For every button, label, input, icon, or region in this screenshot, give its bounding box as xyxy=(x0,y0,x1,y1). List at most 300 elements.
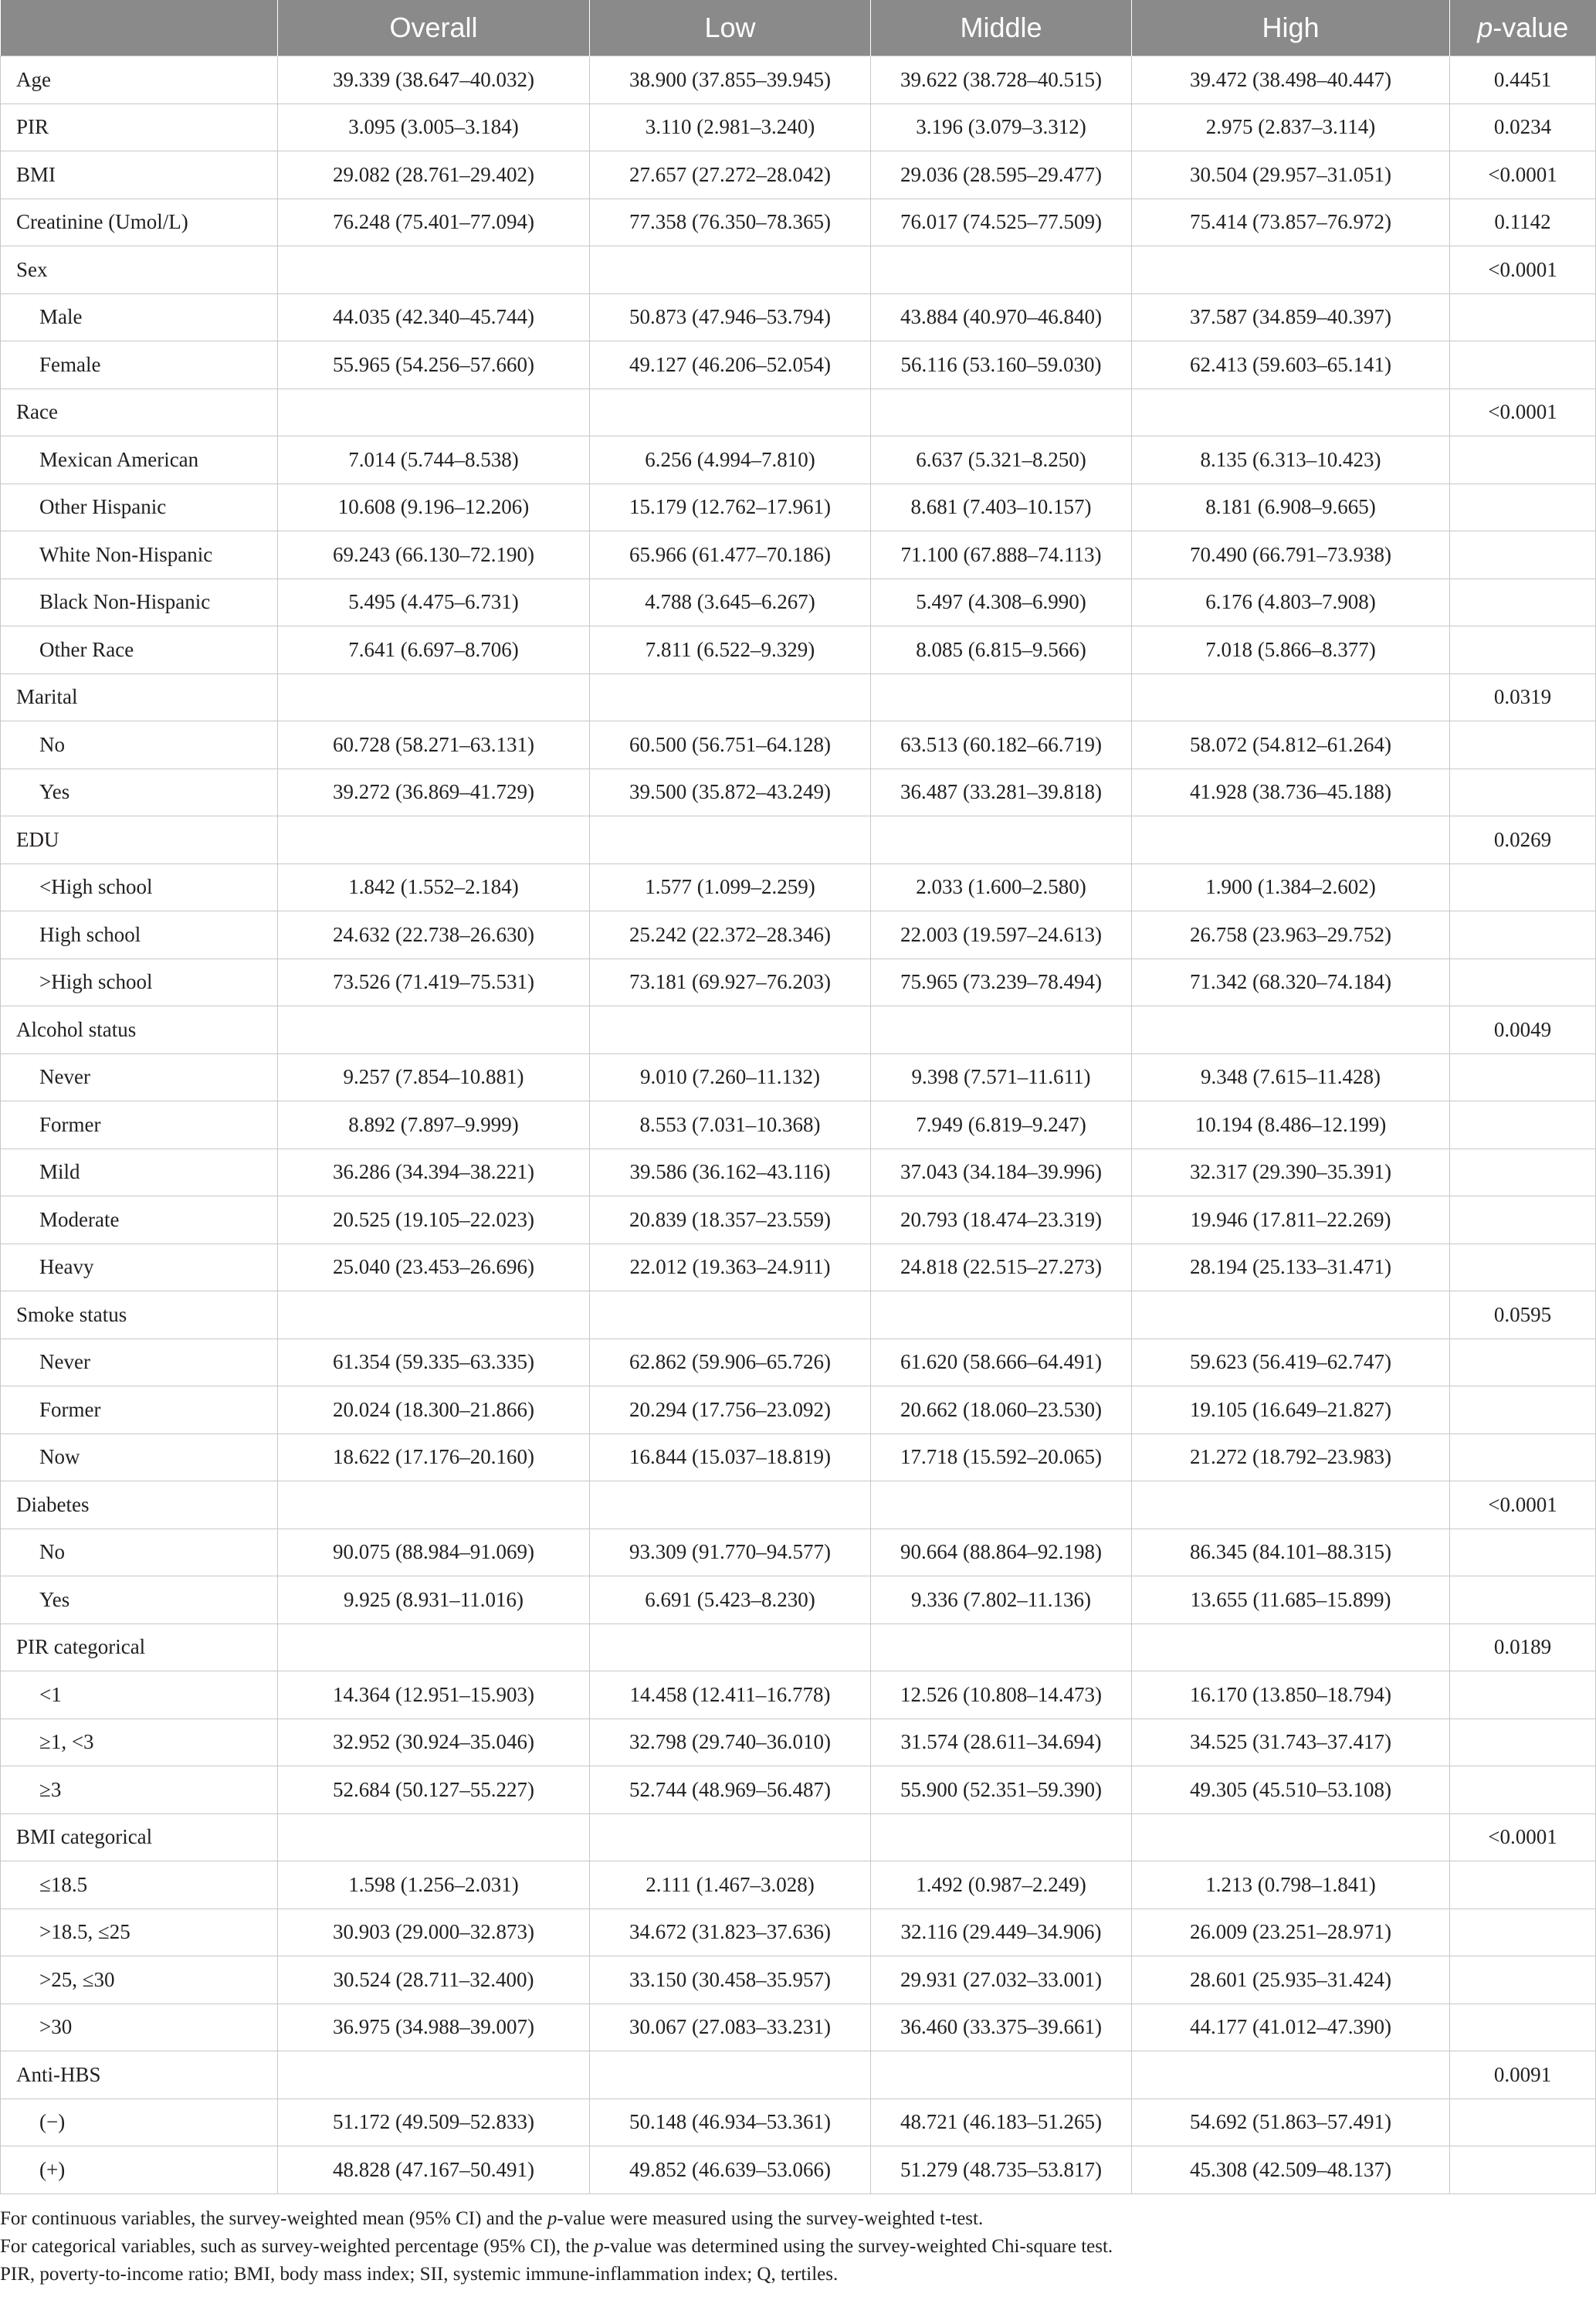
cell-low xyxy=(590,1291,871,1339)
cell-high: 7.018 (5.866–8.377) xyxy=(1132,626,1450,674)
cell-overall xyxy=(278,1006,590,1054)
table-row xyxy=(1,2099,1596,2146)
header-pvalue-rest: -value xyxy=(1493,12,1569,43)
cell-middle xyxy=(871,388,1132,436)
cell-high: 34.525 (31.743–37.417) xyxy=(1132,1719,1450,1766)
cell-low xyxy=(590,2051,871,2099)
cell-overall: 32.952 (30.924–35.046) xyxy=(278,1719,590,1766)
table-row xyxy=(1,1576,1596,1624)
cell-middle: 8.681 (7.403–10.157) xyxy=(871,483,1132,531)
row-label: Former xyxy=(1,1101,278,1149)
cell-low xyxy=(590,1006,871,1054)
row-label: Former xyxy=(1,1386,278,1434)
table-row xyxy=(1,1244,1596,1291)
cell-low: 1.577 (1.099–2.259) xyxy=(590,863,871,911)
cell-high: 1.213 (0.798–1.841) xyxy=(1132,1861,1450,1909)
cell-overall xyxy=(278,1481,590,1529)
cell-pvalue xyxy=(1450,436,1596,484)
row-label: Creatinine (Umol/L) xyxy=(1,198,278,246)
cell-pvalue: <0.0001 xyxy=(1450,388,1596,436)
cell-middle xyxy=(871,816,1132,864)
row-label: Smoke status xyxy=(1,1291,278,1339)
row-label: High school xyxy=(1,911,278,959)
footnote-categorical-b: -value was determined using the survey-weighted Chi-square test. xyxy=(603,2235,1113,2257)
cell-middle: 32.116 (29.449–34.906) xyxy=(871,1909,1132,1956)
cell-overall: 73.526 (71.419–75.531) xyxy=(278,958,590,1006)
row-label: Never xyxy=(1,1053,278,1101)
cell-low: 49.852 (46.639–53.066) xyxy=(590,2146,871,2194)
header-high: High xyxy=(1132,0,1450,56)
row-label: (+) xyxy=(1,2146,278,2194)
cell-low: 8.553 (7.031–10.368) xyxy=(590,1101,871,1149)
table-row xyxy=(1,293,1596,341)
cell-high: 71.342 (68.320–74.184) xyxy=(1132,958,1450,1006)
table-row xyxy=(1,1814,1596,1861)
cell-high: 26.758 (23.963–29.752) xyxy=(1132,911,1450,959)
footnote-abbreviations: PIR, poverty-to-income ratio; BMI, body mass index; SII, systemic immune-inflammation index; Q, tertiles. xyxy=(0,2263,839,2285)
cell-pvalue xyxy=(1450,1766,1596,1814)
cell-overall: 29.082 (28.761–29.402) xyxy=(278,151,590,199)
cell-middle: 37.043 (34.184–39.996) xyxy=(871,1148,1132,1196)
cell-low: 38.900 (37.855–39.945) xyxy=(590,56,871,104)
cell-pvalue: <0.0001 xyxy=(1450,246,1596,294)
header-row xyxy=(1,0,1596,56)
cell-pvalue xyxy=(1450,1576,1596,1624)
cell-overall xyxy=(278,673,590,721)
cell-overall: 10.608 (9.196–12.206) xyxy=(278,483,590,531)
table-row xyxy=(1,1529,1596,1576)
table-row xyxy=(1,1148,1596,1196)
cell-overall: 20.525 (19.105–22.023) xyxy=(278,1196,590,1244)
header-variable xyxy=(1,0,278,56)
cell-high: 28.194 (25.133–31.471) xyxy=(1132,1244,1450,1291)
cell-overall: 18.622 (17.176–20.160) xyxy=(278,1434,590,1481)
cell-pvalue: 0.1142 xyxy=(1450,198,1596,246)
table-row xyxy=(1,1671,1596,1719)
row-label: BMI categorical xyxy=(1,1814,278,1861)
cell-low: 9.010 (7.260–11.132) xyxy=(590,1053,871,1101)
cell-low: 34.672 (31.823–37.636) xyxy=(590,1909,871,1956)
cell-pvalue xyxy=(1450,1956,1596,2004)
cell-middle: 76.017 (74.525–77.509) xyxy=(871,198,1132,246)
cell-high: 13.655 (11.685–15.899) xyxy=(1132,1576,1450,1624)
table-row xyxy=(1,626,1596,674)
cell-overall: 25.040 (23.453–26.696) xyxy=(278,1244,590,1291)
row-label: Female xyxy=(1,341,278,389)
table-row xyxy=(1,673,1596,721)
row-label: No xyxy=(1,721,278,769)
cell-pvalue: 0.0595 xyxy=(1450,1291,1596,1339)
cell-pvalue xyxy=(1450,341,1596,389)
cell-low xyxy=(590,816,871,864)
cell-high: 21.272 (18.792–23.983) xyxy=(1132,1434,1450,1481)
row-label: Moderate xyxy=(1,1196,278,1244)
cell-pvalue xyxy=(1450,483,1596,531)
cell-middle: 55.900 (52.351–59.390) xyxy=(871,1766,1132,1814)
row-label: PIR categorical xyxy=(1,1624,278,1671)
cell-overall: 44.035 (42.340–45.744) xyxy=(278,293,590,341)
cell-pvalue xyxy=(1450,2146,1596,2194)
cell-high: 28.601 (25.935–31.424) xyxy=(1132,1956,1450,2004)
cell-overall: 69.243 (66.130–72.190) xyxy=(278,531,590,579)
cell-middle: 90.664 (88.864–92.198) xyxy=(871,1529,1132,1576)
cell-pvalue xyxy=(1450,1671,1596,1719)
cell-high xyxy=(1132,1006,1450,1054)
table-row xyxy=(1,1481,1596,1529)
header-pvalue xyxy=(1450,0,1596,56)
row-label: Male xyxy=(1,293,278,341)
table-row xyxy=(1,1339,1596,1386)
cell-pvalue xyxy=(1450,911,1596,959)
cell-pvalue: 0.0234 xyxy=(1450,103,1596,151)
table-row xyxy=(1,816,1596,864)
header-low: Low xyxy=(590,0,871,56)
cell-high xyxy=(1132,246,1450,294)
cell-pvalue xyxy=(1450,1909,1596,1956)
cell-overall: 52.684 (50.127–55.227) xyxy=(278,1766,590,1814)
cell-pvalue xyxy=(1450,1148,1596,1196)
cell-low: 15.179 (12.762–17.961) xyxy=(590,483,871,531)
cell-middle: 31.574 (28.611–34.694) xyxy=(871,1719,1132,1766)
cell-overall: 3.095 (3.005–3.184) xyxy=(278,103,590,151)
cell-pvalue: <0.0001 xyxy=(1450,1814,1596,1861)
table-row xyxy=(1,911,1596,959)
cell-high: 45.308 (42.509–48.137) xyxy=(1132,2146,1450,2194)
cell-low xyxy=(590,246,871,294)
cell-low: 25.242 (22.372–28.346) xyxy=(590,911,871,959)
footnote-continuous xyxy=(0,2205,1596,2233)
cell-middle: 51.279 (48.735–53.817) xyxy=(871,2146,1132,2194)
cell-overall: 36.286 (34.394–38.221) xyxy=(278,1148,590,1196)
footnote-categorical-a: For categorical variables, such as survey-weighted percentage (95% CI), the xyxy=(0,2235,595,2257)
cell-low: 52.744 (48.969–56.487) xyxy=(590,1766,871,1814)
table-row xyxy=(1,103,1596,151)
cell-high: 2.975 (2.837–3.114) xyxy=(1132,103,1450,151)
cell-high: 41.928 (38.736–45.188) xyxy=(1132,768,1450,816)
cell-middle: 24.818 (22.515–27.273) xyxy=(871,1244,1132,1291)
cell-middle: 17.718 (15.592–20.065) xyxy=(871,1434,1132,1481)
cell-overall: 55.965 (54.256–57.660) xyxy=(278,341,590,389)
header-middle: Middle xyxy=(871,0,1132,56)
table-body xyxy=(1,56,1596,2194)
cell-middle: 43.884 (40.970–46.840) xyxy=(871,293,1132,341)
table-row xyxy=(1,1956,1596,2004)
table-row xyxy=(1,531,1596,579)
table-row xyxy=(1,958,1596,1006)
table-row xyxy=(1,1434,1596,1481)
cell-high xyxy=(1132,816,1450,864)
cell-overall xyxy=(278,246,590,294)
cell-middle: 2.033 (1.600–2.580) xyxy=(871,863,1132,911)
cell-high: 19.946 (17.811–22.269) xyxy=(1132,1196,1450,1244)
table-row xyxy=(1,436,1596,484)
cell-overall: 36.975 (34.988–39.007) xyxy=(278,2004,590,2051)
table-row xyxy=(1,1101,1596,1149)
cell-overall: 90.075 (88.984–91.069) xyxy=(278,1529,590,1576)
cell-middle: 71.100 (67.888–74.113) xyxy=(871,531,1132,579)
cell-middle: 39.622 (38.728–40.515) xyxy=(871,56,1132,104)
row-label: <High school xyxy=(1,863,278,911)
cell-low: 6.256 (4.994–7.810) xyxy=(590,436,871,484)
cell-high: 49.305 (45.510–53.108) xyxy=(1132,1766,1450,1814)
cell-high: 44.177 (41.012–47.390) xyxy=(1132,2004,1450,2051)
cell-middle: 9.336 (7.802–11.136) xyxy=(871,1576,1132,1624)
cell-pvalue xyxy=(1450,1861,1596,1909)
row-label: Mexican American xyxy=(1,436,278,484)
header-pvalue-p: p xyxy=(1477,12,1493,43)
table-row xyxy=(1,768,1596,816)
cell-pvalue xyxy=(1450,1434,1596,1481)
cell-high: 10.194 (8.486–12.199) xyxy=(1132,1101,1450,1149)
cell-pvalue xyxy=(1450,1719,1596,1766)
cell-high xyxy=(1132,1291,1450,1339)
cell-low: 30.067 (27.083–33.231) xyxy=(590,2004,871,2051)
cell-middle: 61.620 (58.666–64.491) xyxy=(871,1339,1132,1386)
row-label: (−) xyxy=(1,2099,278,2146)
cell-high: 1.900 (1.384–2.602) xyxy=(1132,863,1450,911)
table-row xyxy=(1,56,1596,104)
row-label: >High school xyxy=(1,958,278,1006)
cell-high: 16.170 (13.850–18.794) xyxy=(1132,1671,1450,1719)
cell-middle xyxy=(871,1006,1132,1054)
cell-pvalue xyxy=(1450,2004,1596,2051)
cell-overall: 39.339 (38.647–40.032) xyxy=(278,56,590,104)
row-label: ≥1, <3 xyxy=(1,1719,278,1766)
row-label: ≥3 xyxy=(1,1766,278,1814)
cell-middle: 20.662 (18.060–23.530) xyxy=(871,1386,1132,1434)
table-row xyxy=(1,578,1596,626)
cell-middle: 36.460 (33.375–39.661) xyxy=(871,2004,1132,2051)
row-label: BMI xyxy=(1,151,278,199)
cell-middle: 1.492 (0.987–2.249) xyxy=(871,1861,1132,1909)
cell-pvalue xyxy=(1450,1053,1596,1101)
cell-high: 70.490 (66.791–73.938) xyxy=(1132,531,1450,579)
cell-low: 16.844 (15.037–18.819) xyxy=(590,1434,871,1481)
cell-pvalue xyxy=(1450,578,1596,626)
cell-middle xyxy=(871,1291,1132,1339)
cell-low xyxy=(590,388,871,436)
cell-overall: 9.257 (7.854–10.881) xyxy=(278,1053,590,1101)
cell-low xyxy=(590,1481,871,1529)
row-label: Black Non-Hispanic xyxy=(1,578,278,626)
cell-low xyxy=(590,1814,871,1861)
cell-low: 39.586 (36.162–43.116) xyxy=(590,1148,871,1196)
cell-middle: 12.526 (10.808–14.473) xyxy=(871,1671,1132,1719)
cell-overall xyxy=(278,2051,590,2099)
cell-pvalue xyxy=(1450,531,1596,579)
cell-overall: 7.014 (5.744–8.538) xyxy=(278,436,590,484)
table-row xyxy=(1,721,1596,769)
cell-overall: 30.524 (28.711–32.400) xyxy=(278,1956,590,2004)
cell-overall: 48.828 (47.167–50.491) xyxy=(278,2146,590,2194)
cell-high xyxy=(1132,673,1450,721)
table-row xyxy=(1,151,1596,199)
row-label: Now xyxy=(1,1434,278,1481)
cell-high: 59.623 (56.419–62.747) xyxy=(1132,1339,1450,1386)
table-row xyxy=(1,483,1596,531)
row-label: >18.5, ≤25 xyxy=(1,1909,278,1956)
cell-middle: 20.793 (18.474–23.319) xyxy=(871,1196,1132,1244)
cell-pvalue: 0.0049 xyxy=(1450,1006,1596,1054)
cell-pvalue xyxy=(1450,1529,1596,1576)
row-label: Other Race xyxy=(1,626,278,674)
cell-overall xyxy=(278,1814,590,1861)
cell-high: 86.345 (84.101–88.315) xyxy=(1132,1529,1450,1576)
row-label: EDU xyxy=(1,816,278,864)
cell-middle xyxy=(871,2051,1132,2099)
cell-overall: 76.248 (75.401–77.094) xyxy=(278,198,590,246)
row-label: White Non-Hispanic xyxy=(1,531,278,579)
cell-low: 93.309 (91.770–94.577) xyxy=(590,1529,871,1576)
row-label: PIR xyxy=(1,103,278,151)
cell-low: 4.788 (3.645–6.267) xyxy=(590,578,871,626)
cell-middle: 75.965 (73.239–78.494) xyxy=(871,958,1132,1006)
cell-low: 20.839 (18.357–23.559) xyxy=(590,1196,871,1244)
cell-middle xyxy=(871,673,1132,721)
row-label: Other Hispanic xyxy=(1,483,278,531)
table-footnotes xyxy=(0,2205,1596,2289)
cell-overall: 1.842 (1.552–2.184) xyxy=(278,863,590,911)
row-label: Never xyxy=(1,1339,278,1386)
cell-overall: 9.925 (8.931–11.016) xyxy=(278,1576,590,1624)
cell-low: 3.110 (2.981–3.240) xyxy=(590,103,871,151)
cell-middle xyxy=(871,1624,1132,1671)
cell-overall: 60.728 (58.271–63.131) xyxy=(278,721,590,769)
cell-high: 37.587 (34.859–40.397) xyxy=(1132,293,1450,341)
row-label: Marital xyxy=(1,673,278,721)
cell-pvalue: <0.0001 xyxy=(1450,151,1596,199)
cell-overall xyxy=(278,1624,590,1671)
cell-overall: 39.272 (36.869–41.729) xyxy=(278,768,590,816)
footnote-continuous-b: -value were measured using the survey-weighted t-test. xyxy=(557,2207,984,2229)
table-row xyxy=(1,2051,1596,2099)
table-row xyxy=(1,246,1596,294)
cell-low: 73.181 (69.927–76.203) xyxy=(590,958,871,1006)
cell-pvalue xyxy=(1450,863,1596,911)
cell-high: 26.009 (23.251–28.971) xyxy=(1132,1909,1450,1956)
cell-middle: 9.398 (7.571–11.611) xyxy=(871,1053,1132,1101)
row-label: Heavy xyxy=(1,1244,278,1291)
cell-high: 6.176 (4.803–7.908) xyxy=(1132,578,1450,626)
table-row xyxy=(1,341,1596,389)
cell-pvalue xyxy=(1450,768,1596,816)
cell-middle: 3.196 (3.079–3.312) xyxy=(871,103,1132,151)
cell-middle xyxy=(871,1481,1132,1529)
row-label: <1 xyxy=(1,1671,278,1719)
cell-low: 2.111 (1.467–3.028) xyxy=(590,1861,871,1909)
cell-middle: 22.003 (19.597–24.613) xyxy=(871,911,1132,959)
row-label: Diabetes xyxy=(1,1481,278,1529)
cell-overall xyxy=(278,816,590,864)
cell-overall: 51.172 (49.509–52.833) xyxy=(278,2099,590,2146)
cell-low: 20.294 (17.756–23.092) xyxy=(590,1386,871,1434)
cell-middle: 8.085 (6.815–9.566) xyxy=(871,626,1132,674)
cell-overall: 30.903 (29.000–32.873) xyxy=(278,1909,590,1956)
cell-middle: 5.497 (4.308–6.990) xyxy=(871,578,1132,626)
cell-overall xyxy=(278,1291,590,1339)
cell-high: 19.105 (16.649–21.827) xyxy=(1132,1386,1450,1434)
cell-low: 7.811 (6.522–9.329) xyxy=(590,626,871,674)
cell-high xyxy=(1132,1481,1450,1529)
cell-overall: 14.364 (12.951–15.903) xyxy=(278,1671,590,1719)
cell-pvalue xyxy=(1450,958,1596,1006)
table-header xyxy=(1,0,1596,56)
table-row xyxy=(1,198,1596,246)
cell-overall: 1.598 (1.256–2.031) xyxy=(278,1861,590,1909)
cell-low: 33.150 (30.458–35.957) xyxy=(590,1956,871,2004)
cell-middle: 29.036 (28.595–29.477) xyxy=(871,151,1132,199)
cell-middle: 63.513 (60.182–66.719) xyxy=(871,721,1132,769)
cell-pvalue: 0.0091 xyxy=(1450,2051,1596,2099)
cell-high: 8.135 (6.313–10.423) xyxy=(1132,436,1450,484)
table-row xyxy=(1,1006,1596,1054)
cell-high: 39.472 (38.498–40.447) xyxy=(1132,56,1450,104)
table-row xyxy=(1,1196,1596,1244)
cell-middle xyxy=(871,246,1132,294)
row-label: >25, ≤30 xyxy=(1,1956,278,2004)
cell-middle: 29.931 (27.032–33.001) xyxy=(871,1956,1132,2004)
cell-low: 50.148 (46.934–53.361) xyxy=(590,2099,871,2146)
cell-pvalue xyxy=(1450,1244,1596,1291)
table-row xyxy=(1,1719,1596,1766)
cell-middle: 7.949 (6.819–9.247) xyxy=(871,1101,1132,1149)
table-row xyxy=(1,1053,1596,1101)
table-row xyxy=(1,2004,1596,2051)
cell-high xyxy=(1132,1624,1450,1671)
row-label: ≤18.5 xyxy=(1,1861,278,1909)
cell-middle: 56.116 (53.160–59.030) xyxy=(871,341,1132,389)
cell-high: 62.413 (59.603–65.141) xyxy=(1132,341,1450,389)
table-row xyxy=(1,1291,1596,1339)
table-row xyxy=(1,1909,1596,1956)
cell-middle: 36.487 (33.281–39.818) xyxy=(871,768,1132,816)
cell-low xyxy=(590,673,871,721)
cell-low: 32.798 (29.740–36.010) xyxy=(590,1719,871,1766)
cell-overall: 24.632 (22.738–26.630) xyxy=(278,911,590,959)
row-label: Sex xyxy=(1,246,278,294)
cell-pvalue xyxy=(1450,1101,1596,1149)
cell-pvalue: 0.0319 xyxy=(1450,673,1596,721)
row-label: Anti-HBS xyxy=(1,2051,278,2099)
cell-middle: 48.721 (46.183–51.265) xyxy=(871,2099,1132,2146)
cell-high: 8.181 (6.908–9.665) xyxy=(1132,483,1450,531)
cell-low xyxy=(590,1624,871,1671)
cell-low: 6.691 (5.423–8.230) xyxy=(590,1576,871,1624)
cell-high xyxy=(1132,2051,1450,2099)
cell-low: 65.966 (61.477–70.186) xyxy=(590,531,871,579)
cell-overall: 8.892 (7.897–9.999) xyxy=(278,1101,590,1149)
cell-low: 60.500 (56.751–64.128) xyxy=(590,721,871,769)
row-label: >30 xyxy=(1,2004,278,2051)
cell-pvalue xyxy=(1450,293,1596,341)
cell-high: 32.317 (29.390–35.391) xyxy=(1132,1148,1450,1196)
cell-middle: 6.637 (5.321–8.250) xyxy=(871,436,1132,484)
cell-overall: 20.024 (18.300–21.866) xyxy=(278,1386,590,1434)
cell-overall xyxy=(278,388,590,436)
row-label: Yes xyxy=(1,768,278,816)
cell-low: 14.458 (12.411–16.778) xyxy=(590,1671,871,1719)
cell-high: 58.072 (54.812–61.264) xyxy=(1132,721,1450,769)
table-row xyxy=(1,1861,1596,1909)
footnote-categorical xyxy=(0,2233,1596,2261)
cell-pvalue: <0.0001 xyxy=(1450,1481,1596,1529)
cell-low: 22.012 (19.363–24.911) xyxy=(590,1244,871,1291)
cell-pvalue xyxy=(1450,2099,1596,2146)
cell-overall: 5.495 (4.475–6.731) xyxy=(278,578,590,626)
cell-pvalue xyxy=(1450,1386,1596,1434)
header-overall: Overall xyxy=(278,0,590,56)
table-row xyxy=(1,1766,1596,1814)
